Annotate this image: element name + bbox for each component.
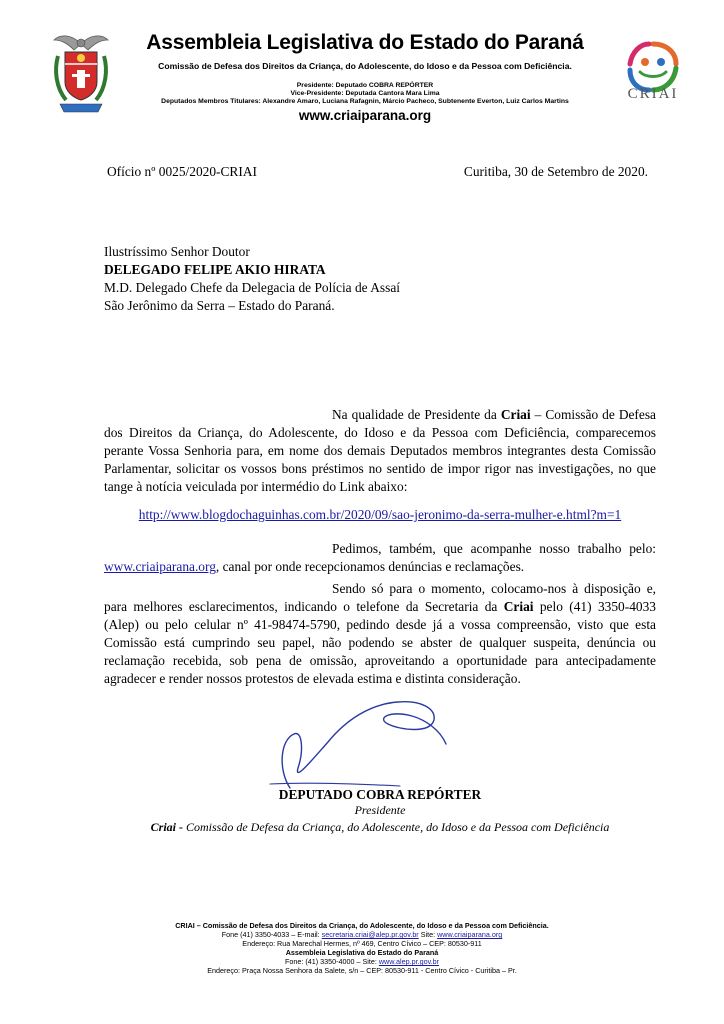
footer-site-link[interactable]: www.criaiparana.org (437, 930, 503, 939)
paragraph-closing: Sendo só para o momento, colocamo-nos à disposição e, para melhores esclarecimentos, indicando o telefone da Secretaria da Criai pelo (41) 3350-4033 (Alep) ou pelo celular nº 41-98474-5790, pedindo desde já a vossa compreensão, visto que esta Comissão está cumprindo seu papel, não podendo se abster de qualquer suspeita, denúncia ou reclamação recebida, sob pena de omissão, aproveitando a oportunidade para antecipadamente agradecer e render nossos protestos de elevada estima e distinta consideração. (104, 581, 656, 686)
header-members: Deputados Membros Titulares: Alexandre Amaro, Luciana Rafagnin, Márcio Pacheco, Subtenente Everton, Luiz Carlos Martins (161, 98, 569, 105)
footer-assembly-address: Endereço: Praça Nossa Senhora da Salete, s/n – CEP: 80530-911 - Centro Cívico - Curitiba – Pr. (207, 966, 517, 975)
paragraph-follow: Pedimos, também, que acompanhe nosso trabalho pelo: www.criaiparana.org, canal por onde recepcionamos denúncias e reclamações. (104, 541, 656, 574)
paragraph-request: Na qualidade de Presidente da Criai – Comissão de Defesa dos Direitos da Criança, do Adolescente, do Idoso e da Pessoa com Deficiência, comparecemos perante Vossa Senhoria para, em nome dos demais Deputados membros integrantes desta Comissão Parlamentar, solicitar os vossos bons préstimos no sentido de impor rigor nas investigações, no que tange à notícia veiculada por intermédio do Link abaixo: (104, 407, 656, 494)
handwritten-signature (250, 690, 490, 800)
footer-alep-link[interactable]: www.alep.pr.gov.br (378, 957, 440, 966)
criai-bold: Criai (500, 407, 531, 422)
signatory-role: Presidente (354, 803, 406, 817)
footer-address: Endereço: Rua Marechal Hermes, nº 469, Centro Cívico – CEP: 80530-911 (242, 939, 482, 948)
header-president: Presidente: Deputado COBRA REPÓRTER (296, 82, 434, 89)
signatory-name: DEPUTADO COBRA REPÓRTER (278, 787, 482, 802)
criai-website-link[interactable]: www.criaiparana.org (104, 559, 216, 574)
recipient-title: M.D. Delegado Chefe da Delegacia de Polícia de Assaí (104, 280, 400, 295)
footer-contact: Fone (41) 3350-4033 – E-mail: secretaria.criai@alep.pr.gov.br Site: www.criaiparana.org (221, 930, 503, 939)
salutation: Ilustríssimo Senhor Doutor (104, 244, 250, 259)
header-title: Assembleia Legislativa do Estado do Paraná (146, 31, 584, 54)
header-vice-president: Vice-Presidente: Deputada Cantora Mara Lima (290, 90, 440, 97)
criai-bold-2: Criai (503, 599, 534, 614)
footer-email-link[interactable]: secretaria.criai@alep.pr.gov.br (321, 930, 419, 939)
footer-commission: CRIAI – Comissão de Defesa dos Direitos da Criança, do Adolescente, do Idoso e da Pessoa com Deficiência. (175, 921, 549, 930)
page-footer (60, 921, 664, 975)
recipient-block (104, 243, 400, 315)
letter-reference: Ofício nº 0025/2020-CRIAI (107, 164, 257, 179)
recipient-location: São Jerônimo da Serra – Estado do Paraná. (104, 298, 335, 313)
footer-assembly: Assembleia Legislativa do Estado do Paraná (285, 948, 439, 957)
recipient-name: DELEGADO FELIPE AKIO HIRATA (104, 262, 326, 277)
signatory-organization: Criai - Comissão de Defesa da Criança, do Adolescente, do Idoso e da Pessoa com Deficiência (150, 820, 610, 834)
news-link-line (104, 506, 656, 524)
header-subtitle: Comissão de Defesa dos Direitos da Criança, do Adolescente, do Idoso e da Pessoa com Deficiência. (158, 61, 572, 71)
footer-assembly-contact: Fone: (41) 3350-4000 – Site: www.alep.pr.gov.br (284, 957, 440, 966)
criai-logo-text: CRIAI (627, 86, 679, 102)
header-website: www.criaiparana.org (298, 108, 432, 123)
news-link[interactable]: http://www.blogdochaguinhas.com.br/2020/09/sao-jeronimo-da-serra-mulher-e.html?m=1 (138, 507, 622, 522)
letter-date: Curitiba, 30 de Setembro de 2020. (463, 164, 648, 179)
